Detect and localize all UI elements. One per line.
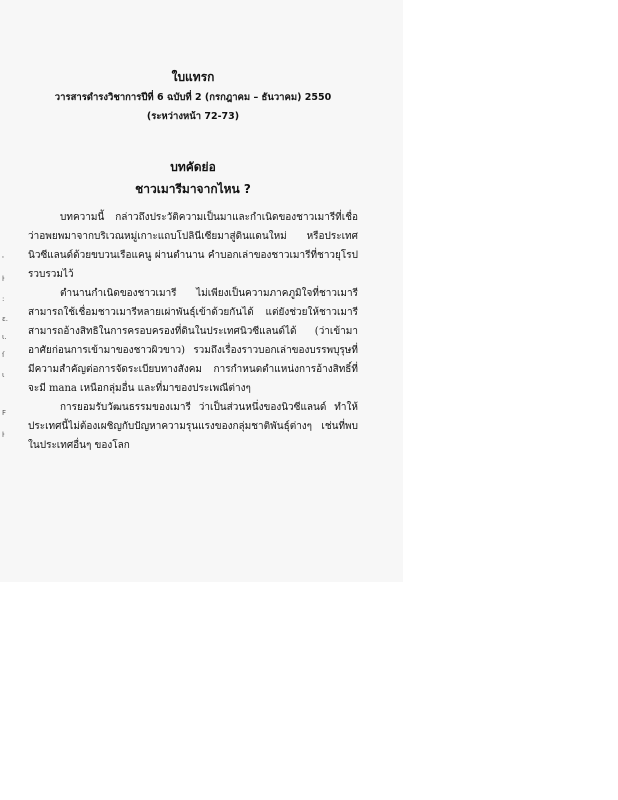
margin-mark: ι. xyxy=(2,333,7,341)
margin-mark: ŀ xyxy=(2,275,5,283)
margin-mark: ſ xyxy=(2,351,5,359)
abstract-body xyxy=(28,208,358,455)
binding-margin-marks xyxy=(0,250,12,450)
margin-mark: ŀ xyxy=(2,431,5,439)
journal-citation: วารสารดำรงวิชาการปีที่ 6 ฉบับที่ 2 (กรกฎาคม – ธันวาคม) 2550 xyxy=(54,92,332,103)
margin-mark: F xyxy=(2,409,7,417)
margin-mark: ε. xyxy=(2,315,9,323)
abstract-paragraph: บทความนี้ กล่าวถึงประวัติความเป็นมาและกำเนิดของชาวเมารีที่เชื่อว่าอพยพมาจากบริเวณหมู่เกาะแถบโปลินีเซียมาสู่ดินแดนใหม่ หรือประเทศนิวซีแลนด์ด้วยขบวนเรือแคนู ผ่านตำนาน คำบอกเล่าของชาวเมารีที่ชาวยุโรปรวบรวมไว้ xyxy=(28,212,358,280)
abstract-paragraph: การยอมรับวัฒนธรรมของเมารี ว่าเป็นส่วนหนึ่งของนิวซีแลนด์ ทำให้ประเทศนี้ไม่ต้องเผชิญกับปัญหาความรุนแรงของกลุ่มชาติพันธุ์ต่างๆ เช่นที่พบในประเทศอื่นๆ ของโลก xyxy=(28,402,358,451)
margin-mark: ' xyxy=(2,255,4,263)
abstract-paragraph: ตำนานกำเนิดของชาวเมารี ไม่เพียงเป็นความภาคภูมิใจที่ชาวเมารีสามารถใช้เชื่อมชาวเมารีหลายเผ่าพันธุ์เข้าด้วยกันได้ แต่ยังช่วยให้ชาวเมารีสามารถอ้างสิทธิในการครอบครองที่ดินในประเทศนิวซีแลนด์ได้ (ว่าเข้ามาอาศัยก่อนการเข้ามาของชาวผิวขาว) รวมถึงเรื่องราวบอกเล่าของบรรพบุรุษที่มีความสำคัญต่อการจัดระเบียบทางสังคม การกำหนดตำแหน่งการอ้างสิทธิ์ที่จะมี mana เหนือกลุ่มอื่น และที่มาของประเพณีต่างๆ xyxy=(28,288,358,394)
abstract-heading: บทคัดย่อ xyxy=(170,160,216,174)
margin-mark: ι xyxy=(2,371,5,379)
page-range: (ระหว่างหน้า 72-73) xyxy=(146,111,240,122)
insert-title: ใบแทรก xyxy=(171,70,215,84)
article-title: ชาวเมารีมาจากไหน ? xyxy=(135,182,251,196)
margin-mark: : xyxy=(2,295,5,303)
